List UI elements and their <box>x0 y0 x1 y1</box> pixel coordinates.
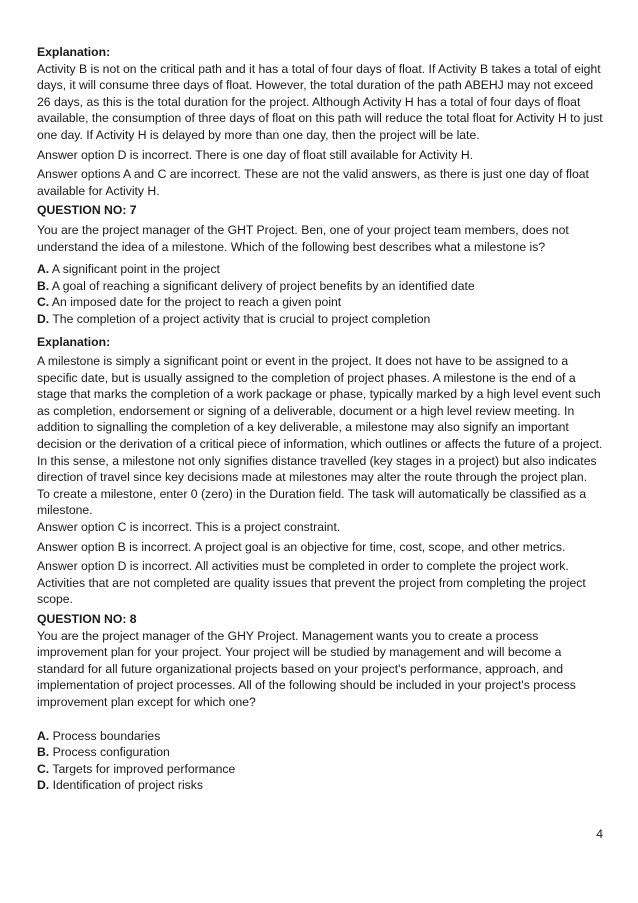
question-8-text: You are the project manager of the GHY Project. Management wants you to create a process improvement plan for your project. Your project will be studied by management and will become a standard for all future organizational projects based on your project's performance, approach, and implementation of project processes. All of the following should be included in your project's process improvement plan except for which one? <box>37 628 576 709</box>
explanation-paragraph: Answer option D is incorrect. All activities must be completed in order to complete the project work. Activities that are not completed are quality issues that prevent the project from completing the project scope. <box>37 559 586 607</box>
option-b <box>37 744 603 761</box>
option-text: A significant point in the project <box>49 262 220 277</box>
question-8-options <box>37 728 603 794</box>
question-7-explanation-heading: Explanation: <box>37 334 111 349</box>
explanation-paragraph: Answer option C is incorrect. This is a project constraint. <box>37 520 341 535</box>
option-c <box>37 761 603 778</box>
option-text: An imposed date for the project to reach a given point <box>49 295 342 310</box>
explanation-paragraph: Activity B is not on the critical path and it has a total of four days of float. If Activity B takes a total of eight days, it will consume three days of float. However, the total duration of the path ABEHJ may not exceed 26 days, as this is the total duration for the project. Although Activity H has a total of four days of float available, the consumption of three days of float on this path will reduce the total float for Activity H to just one day. If Activity H is delayed by more than one day, then the project will be late. <box>37 61 603 142</box>
question-8-heading: QUESTION NO: 8 <box>37 612 137 626</box>
option-a <box>37 728 603 745</box>
explanation-heading: Explanation: <box>37 45 111 59</box>
option-text: A goal of reaching a significant delivery of project benefits by an identified date <box>49 278 475 293</box>
option-letter: D. <box>37 778 50 793</box>
option-letter: B. <box>37 278 50 293</box>
question-7-options <box>37 261 603 327</box>
explanation-paragraph: Answer option B is incorrect. A project goal is an objective for time, cost, scope, and other metrics. <box>37 539 566 554</box>
option-letter: C. <box>37 761 50 776</box>
question-7-heading: QUESTION NO: 7 <box>37 203 137 218</box>
option-text: Process configuration <box>49 745 170 760</box>
option-letter: C. <box>37 295 50 310</box>
option-c <box>37 294 603 311</box>
option-letter: A. <box>37 262 50 277</box>
option-letter: A. <box>37 728 50 743</box>
option-text: Identification of project risks <box>49 778 203 793</box>
option-letter: D. <box>37 311 50 326</box>
page-number: 4 <box>596 827 603 841</box>
option-d <box>37 311 603 328</box>
option-d <box>37 777 603 794</box>
option-text: Process boundaries <box>49 728 161 743</box>
explanation-paragraph: Answer option D is incorrect. There is one day of float still available for Activity H. <box>37 147 474 162</box>
explanation-paragraph: A milestone is simply a significant point or event in the project. It does not have to be assigned to a specific date, but is usually assigned to the completion of project phases. A milestone is the end of a stage that marks the completion of a work package or phase, typically marked by a high level event such as completion, endorsement or signing of a deliverable, document or a high level review meeting. In addition to signalling the completion of a key deliverable, a milestone may also signify an important decision or the derivation of a critical piece of information, which outlines or affects the future of a project. In this sense, a milestone not only signifies distance travelled (key stages in a project) but also indicates direction of travel since key decisions made at milestones may alter the route through the project plan. To create a milestone, enter 0 (zero) in the Duration field. The task will automatically be classified as a milestone. <box>37 354 603 518</box>
explanation-paragraph: Answer options A and C are incorrect. These are not the valid answers, as there is just one day of float available for Activity H. <box>37 167 589 198</box>
question-7-text: You are the project manager of the GHT Project. Ben, one of your project team members, does not understand the idea of a milestone. Which of the following best describes what a milestone is? <box>37 222 569 254</box>
option-text: The completion of a project activity that is crucial to project completion <box>49 311 431 326</box>
option-a <box>37 261 603 278</box>
option-letter: B. <box>37 745 50 760</box>
option-text: Targets for improved performance <box>49 761 236 776</box>
document-page <box>37 44 603 794</box>
option-b <box>37 278 603 295</box>
